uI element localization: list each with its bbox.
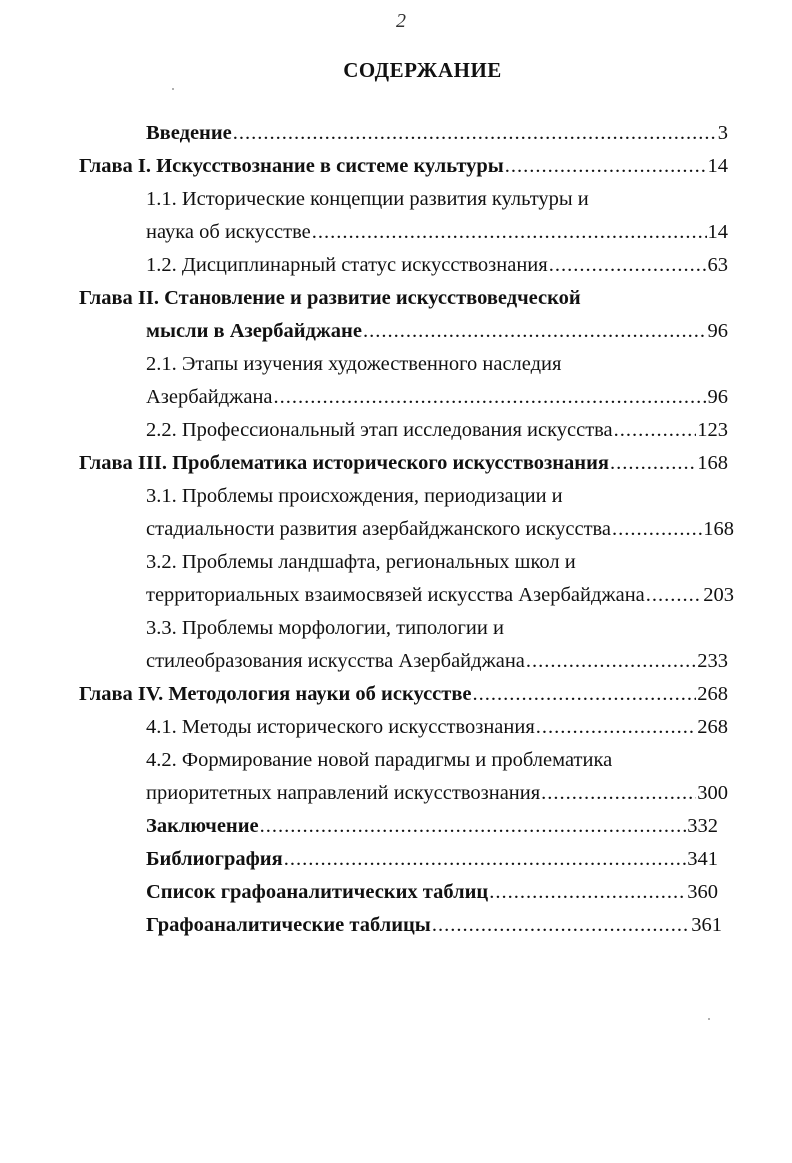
toc-label: территориальных взаимосвязей искусства Азербайджана (146, 584, 645, 606)
toc-page: 168 (703, 518, 734, 540)
toc-page: 168 (697, 452, 728, 474)
toc-page: 341 (687, 848, 718, 870)
dot-leader (526, 646, 696, 676)
toc-entry-section-1-2[interactable] (146, 250, 728, 280)
toc-label: приоритетных направлений искусствознания (146, 782, 541, 804)
dot-leader (233, 118, 717, 148)
toc-label: стадиальности развития азербайджанского искусства (146, 518, 612, 540)
dot-leader (489, 877, 686, 907)
toc-entry-section-2-1[interactable] (146, 382, 728, 412)
dot-leader (312, 217, 707, 247)
toc-page: 14 (707, 155, 728, 177)
dot-leader (274, 382, 707, 412)
toc-entry-section-3-1[interactable] (146, 514, 734, 544)
toc-page: 203 (703, 584, 734, 606)
toc-page: 268 (697, 683, 728, 705)
toc-page: 14 (707, 221, 728, 243)
toc-label: стилеобразования искусства Азербайджана (146, 650, 525, 672)
dot-leader (612, 514, 702, 544)
toc-entry-section-1-1-line1[interactable]: 1.1. Исторические концепции развития культуры и (146, 188, 589, 210)
toc-entry-bibliography[interactable] (146, 844, 718, 874)
toc-entry-section-3-1-line1[interactable]: 3.1. Проблемы происхождения, периодизации и (146, 485, 563, 507)
dot-leader (541, 778, 696, 808)
toc-page: 63 (707, 254, 728, 276)
toc-entry-chapter-3[interactable] (79, 448, 728, 478)
toc-entry-tables-list[interactable] (146, 877, 718, 907)
toc-entry-chapter-2[interactable] (146, 316, 728, 346)
toc-entry-tables[interactable] (146, 910, 722, 940)
dot-leader (260, 811, 687, 841)
toc-entry-section-3-3-line1[interactable]: 3.3. Проблемы морфологии, типологии и (146, 617, 504, 639)
toc-page: 233 (697, 650, 728, 672)
toc-entry-intro[interactable] (146, 118, 728, 148)
toc-entry-section-3-2[interactable] (146, 580, 734, 610)
toc-label: Глава III. Проблематика исторического искусствознания (79, 452, 610, 474)
scan-speck (172, 88, 174, 90)
toc-page: 123 (697, 419, 728, 441)
dot-leader (610, 448, 696, 478)
dot-leader (614, 415, 697, 445)
toc-label: Введение (146, 122, 232, 144)
toc-page: 300 (697, 782, 728, 804)
toc-label: Азербайджана (146, 386, 273, 408)
page-number: 2 (396, 10, 406, 32)
toc-label: Библиография (146, 848, 283, 870)
toc-page: 96 (707, 386, 728, 408)
toc-page: 361 (691, 914, 722, 936)
toc-page: 3 (717, 122, 728, 144)
toc-entry-section-4-1[interactable] (146, 712, 728, 742)
toc-entry-section-2-2[interactable] (146, 415, 728, 445)
toc-label: наука об искусстве (146, 221, 311, 243)
dot-leader (549, 250, 707, 280)
toc-label: 2.2. Профессиональный этап исследования искусства (146, 419, 613, 441)
toc-label: 4.1. Методы исторического искусствознания (146, 716, 535, 738)
toc-label: Глава I. Искусствознание в системе культуры (79, 155, 504, 177)
toc-page: 332 (687, 815, 718, 837)
dot-leader (363, 316, 707, 346)
toc-label: 1.2. Дисциплинарный статус искусствознания (146, 254, 548, 276)
toc-label: Графоаналитические таблицы (146, 914, 431, 936)
dot-leader (432, 910, 690, 940)
toc-label: Список графоаналитических таблиц (146, 881, 489, 903)
toc-label: мысли в Азербайджане (146, 320, 362, 342)
toc-page: 268 (697, 716, 728, 738)
toc-entry-section-2-1-line1[interactable]: 2.1. Этапы изучения художественного наследия (146, 353, 562, 375)
toc-page: 96 (707, 320, 728, 342)
page-title: СОДЕРЖАНИЕ (343, 58, 502, 82)
toc-entry-section-1-1[interactable] (146, 217, 728, 247)
toc-entry-chapter-4[interactable] (79, 679, 728, 709)
dot-leader (536, 712, 696, 742)
dot-leader (646, 580, 702, 610)
dot-leader (505, 151, 707, 181)
toc-entry-section-3-2-line1[interactable]: 3.2. Проблемы ландшафта, региональных школ и (146, 551, 576, 573)
scan-speck (708, 1018, 710, 1020)
toc-page: 360 (687, 881, 718, 903)
toc-label: Заключение (146, 815, 259, 837)
toc-entry-section-3-3[interactable] (146, 646, 728, 676)
toc-entry-section-4-2-line1[interactable]: 4.2. Формирование новой парадигмы и проблематика (146, 749, 613, 771)
dot-leader (284, 844, 687, 874)
dot-leader (473, 679, 697, 709)
toc-entry-chapter-2-line1[interactable]: Глава II. Становление и развитие искусствоведческой (79, 287, 581, 309)
toc-label: Глава IV. Методология науки об искусстве (79, 683, 472, 705)
toc-entry-chapter-1[interactable] (79, 151, 728, 181)
toc-entry-section-4-2[interactable] (146, 778, 728, 808)
toc-entry-conclusion[interactable] (146, 811, 718, 841)
